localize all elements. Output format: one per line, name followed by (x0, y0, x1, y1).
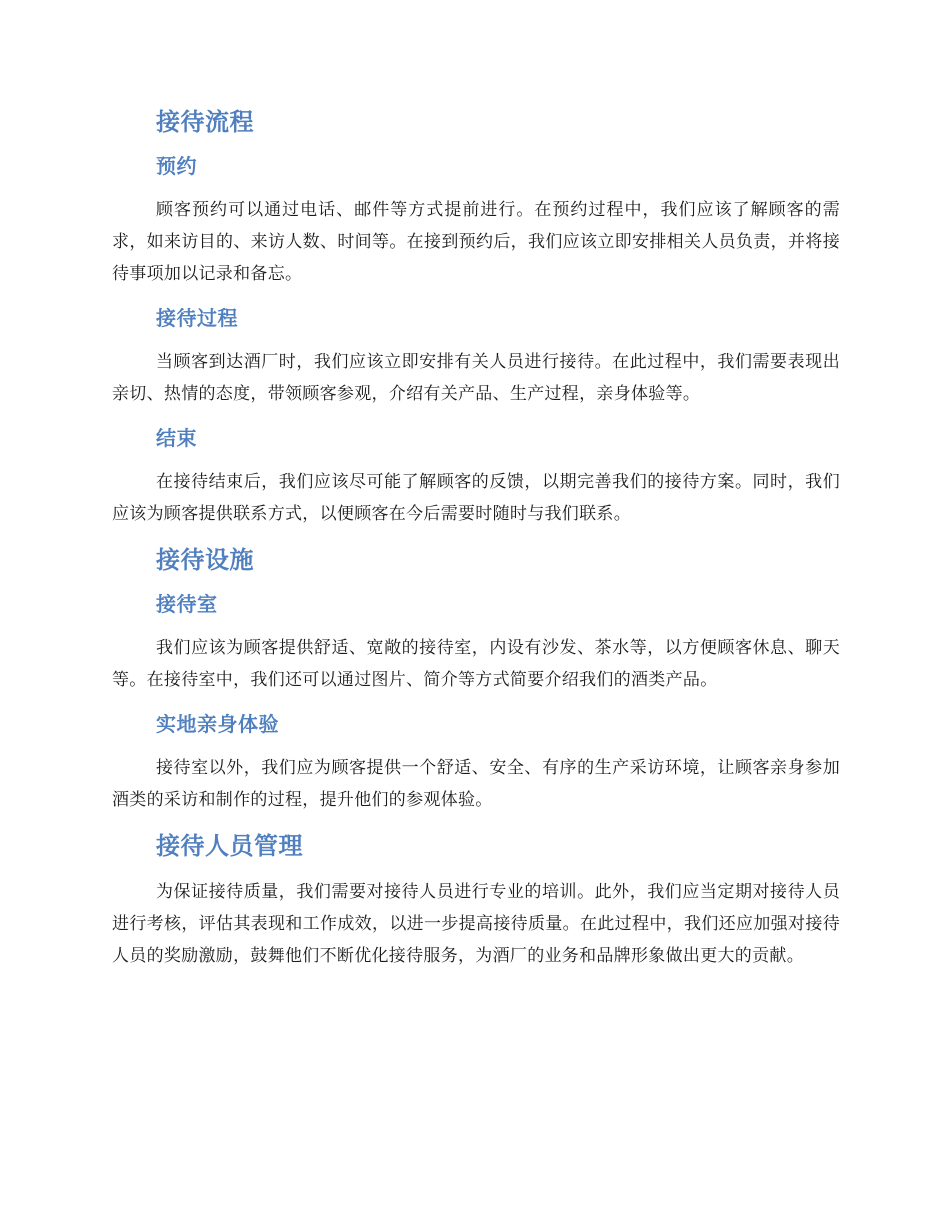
paragraph-ending: 在接待结束后，我们应该尽可能了解顾客的反馈，以期完善我们的接待方案。同时，我们应该为顾客提供联系方式，以便顾客在今后需要时随时与我们联系。 (112, 472, 840, 524)
section-heading-staff-management: 接待人员管理 (156, 832, 303, 860)
subsection-heading-ending: 结束 (156, 426, 197, 450)
section-heading-reception-process: 接待流程 (156, 108, 254, 136)
section-heading-facilities: 接待设施 (156, 546, 254, 574)
paragraph-appointment: 顾客预约可以通过电话、邮件等方式提前进行。在预约过程中，我们应该了解顾客的需求，如来访目的、来访人数、时间等。在接到预约后，我们应该立即安排相关人员负责，并将接待事项加以记录和备忘。 (112, 200, 840, 284)
subsection-heading-appointment: 预约 (156, 154, 197, 178)
subsection-heading-reception-room: 接待室 (156, 592, 218, 616)
subsection-heading-reception: 接待过程 (156, 306, 238, 330)
subsection-heading-onsite-experience: 实地亲身体验 (156, 712, 279, 736)
document-page (112, 106, 840, 986)
paragraph-onsite-experience: 接待室以外，我们应为顾客提供一个舒适、安全、有序的生产采访环境，让顾客亲身参加酒类的采访和制作的过程，提升他们的参观体验。 (112, 758, 840, 810)
paragraph-reception: 当顾客到达酒厂时，我们应该立即安排有关人员进行接待。在此过程中，我们需要表现出亲切、热情的态度，带领顾客参观，介绍有关产品、生产过程，亲身体验等。 (112, 352, 840, 404)
paragraph-staff-management: 为保证接待质量，我们需要对接待人员进行专业的培训。此外，我们应当定期对接待人员进行考核，评估其表现和工作成效，以进一步提高接待质量。在此过程中，我们还应加强对接待人员的奖励激励，鼓舞他们不断优化接待服务，为酒厂的业务和品牌形象做出更大的贡献。 (112, 882, 840, 966)
paragraph-reception-room: 我们应该为顾客提供舒适、宽敞的接待室，内设有沙发、茶水等，以方便顾客休息、聊天等。在接待室中，我们还可以通过图片、简介等方式简要介绍我们的酒类产品。 (112, 638, 840, 690)
